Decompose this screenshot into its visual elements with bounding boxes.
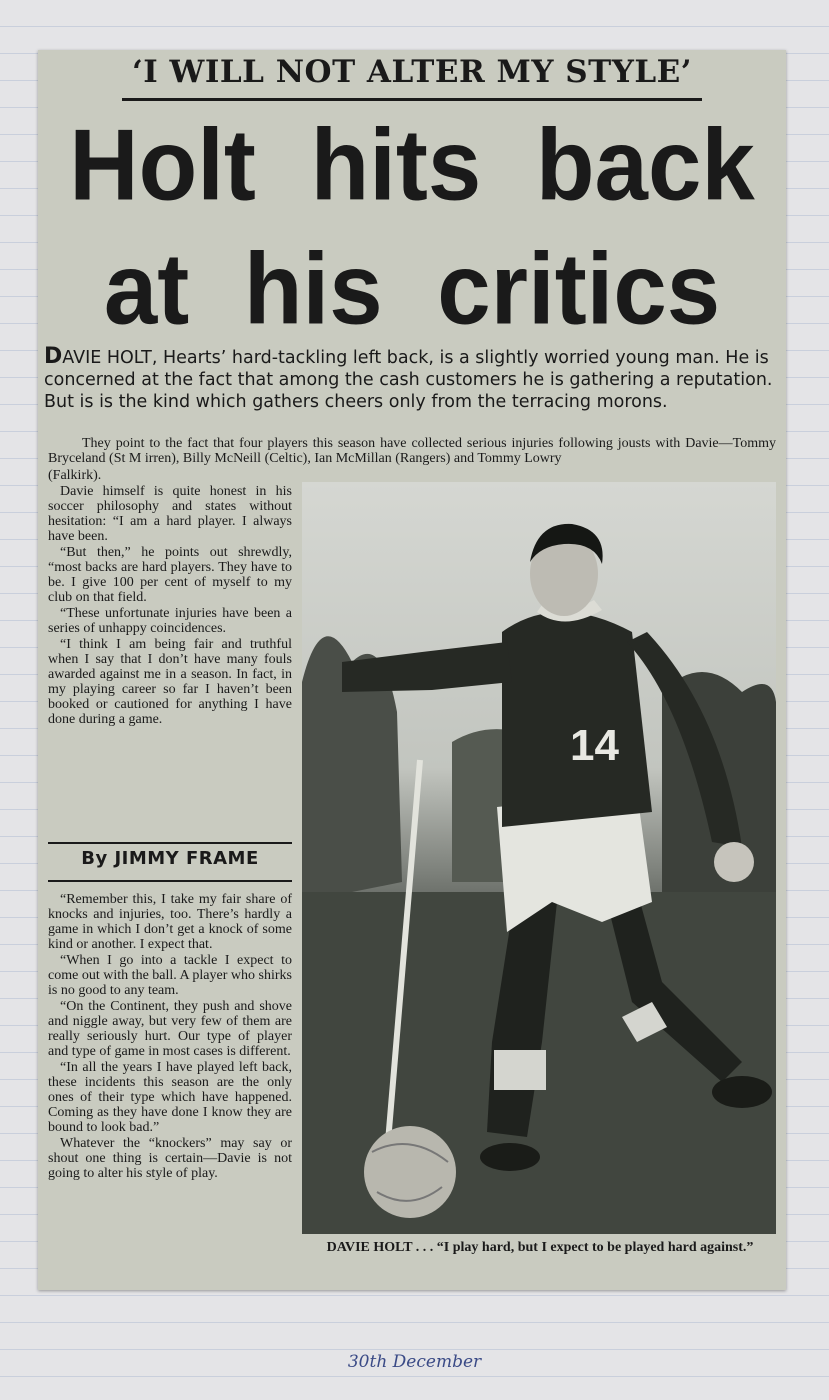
column-paragraph: “These unfortunate injuries have been a series of unhappy coincidences. <box>48 606 292 636</box>
column-paragraph: Whatever the “knockers” may say or shout one thing is certain—Davie is not going to alter his style of play. <box>48 1136 292 1181</box>
player-left-sock-band <box>494 1050 546 1090</box>
column-paragraph: Davie himself is quite honest in his soccer philosophy and states without hesitation: “I am a hard player. I always have been. <box>48 484 292 544</box>
left-column-bottom <box>48 892 292 1182</box>
byline-rule-bottom <box>48 880 292 882</box>
byline: By JIMMY FRAME <box>81 848 259 869</box>
full-width-paragraph-text: They point to the fact that four players this season have collected serious injuries following jousts with Davie—Tommy Bryceland (St M irren), Billy McNeill (Celtic), Ian McMillan (Rangers) and Tommy Lowry <box>48 436 776 466</box>
byline-rule-top <box>48 842 292 844</box>
column-paragraph: “When I go into a tackle I expect to come out with the ball. A player who shirks is no good to any team. <box>48 953 292 998</box>
paragraph-falkirk: (Falkirk). <box>48 468 102 483</box>
column-paragraph: “I think I am being fair and truthful when I say that I don’t have many fouls awarded against me in a season. In fact, in my playing career so far I haven’t been booked or cautioned for anything I have done during a game. <box>48 637 292 727</box>
full-width-paragraph <box>48 436 776 466</box>
newspaper-clipping <box>38 50 786 1290</box>
footballer-illustration <box>302 482 776 1234</box>
player-right-hand <box>714 842 754 882</box>
headline-line-2: at his critics <box>103 233 721 346</box>
player-right-boot <box>712 1076 772 1108</box>
lead-paragraph <box>44 346 784 413</box>
column-paragraph: “Remember this, I take my fair share of knocks and injuries, too. There’s hardly a game in which I don’t get a knock of some kind or another. I expect that. <box>48 892 292 952</box>
column-paragraph: “On the Continent, they push and shove and niggle away, but very few of them are really seriously hurt. Our type of player and type of game in most cases is different. <box>48 999 292 1059</box>
left-column-top <box>48 468 292 728</box>
shirt-number: 14 <box>570 721 619 770</box>
football <box>364 1126 456 1218</box>
column-paragraph: “In all the years I have played left back, these incidents this season are the only ones of their type which have happened. Coming as they have done I know they are bound to look bad.” <box>48 1060 292 1135</box>
headline-line-1: Holt hits back <box>69 109 755 222</box>
player-left-arm <box>342 642 512 692</box>
player-left-boot <box>480 1143 540 1171</box>
kicker-rule <box>122 98 702 101</box>
player-photo <box>302 482 776 1234</box>
column-paragraph: “But then,” he points out shrewdly, “most backs are hard players. They have to be. I give 100 per cent of myself to my club on that field. <box>48 545 292 605</box>
photo-caption: DAVIE HOLT . . . “I play hard, but I expect to be played hard against.” <box>326 1240 754 1255</box>
article-kicker: ‘I WILL NOT ALTER MY STYLE’ <box>131 54 693 90</box>
lead-text: AVIE HOLT, Hearts’ hard-tackling left back, is a slightly worried young man. He is concerned at the fact that among the cash customers he is gathering a reputation. But is is the kind which gathers cheers only from the terracing morons. <box>44 348 773 412</box>
drop-cap: D <box>44 344 63 369</box>
handwritten-date: 30th December <box>347 1352 482 1372</box>
